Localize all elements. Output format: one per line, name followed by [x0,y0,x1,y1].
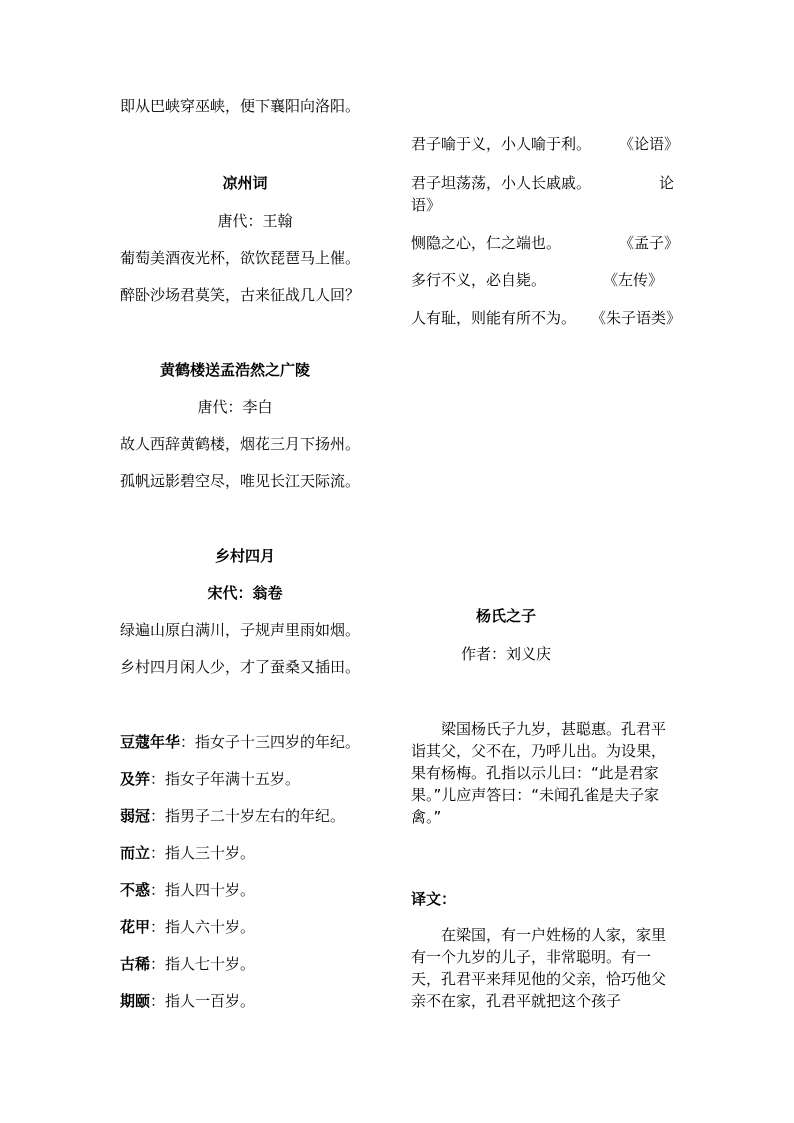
age-term-row [120,991,255,1011]
quote-row [411,233,679,253]
age-term: 期颐 [120,992,151,1010]
age-def: ：指人三十岁。 [150,844,256,862]
age-term: 豆蔻年华 [120,733,181,751]
quote-source: 《孟子》 [618,234,679,252]
quote-source: 《论语》 [618,135,679,153]
quote-row [411,173,674,193]
age-def: ：指人四十岁。 [150,881,256,899]
quote-text: 恻隐之心，仁之端也。 [411,234,562,252]
age-def: ：指人六十岁。 [150,918,256,936]
age-term: 古稀 [120,955,151,973]
poem-line: 醉卧沙场君莫笑，古来征战几人回？ [120,286,361,304]
age-def: ：指人一百岁。 [150,992,256,1010]
age-term: 而立 [120,844,151,862]
age-term: 不惑 [120,881,151,899]
poem-line: 故人西辞黄鹤楼，烟花三月下扬州。 [120,435,361,453]
age-term-row [120,732,360,752]
quote-row [411,270,663,290]
age-term-row [120,954,255,974]
poem-author: 唐代：李白 [197,398,273,416]
age-term: 花甲 [120,918,151,936]
poem-line: 孤帆远影碧空尽，唯见长江天际流。 [120,472,361,490]
age-def: ：指女子年满十五岁。 [150,770,301,788]
quote-row [411,308,681,328]
translation-label: 译文： [411,890,457,908]
poem-line: 乡村四月闲人少，才了蚕桑又插田。 [120,658,361,676]
quote-source-cont: 语》 [411,196,442,214]
age-term: 弱冠 [120,807,151,825]
poem-line: 绿遍山原白满川，子规声里雨如烟。 [120,621,361,639]
quote-text: 君子喻于义，小人喻于利。 [411,135,592,153]
quote-source: 论 [658,174,674,192]
age-def: ：指女子十三四岁的年纪。 [180,733,361,751]
age-term-row [120,843,255,863]
quote-source: 《朱子语类》 [590,309,681,327]
poem-line: 葡萄美酒夜光杯，欲饮琵琶马上催。 [120,249,361,267]
age-term: 及笄 [120,770,151,788]
age-def: ：指男子二十岁左右的年纪。 [150,807,346,825]
age-term-row [120,880,255,900]
poem-title-liangzhouci: 凉州词 [222,174,268,192]
story-text: 梁国杨氏子九岁，甚聪惠。孔君平诣其父，父不在，乃呼儿出。为设果，果有杨梅。孔指以示儿曰：“此是君家果。”儿应声答曰：“未闻孔雀是夫子家禽。” [411,720,667,826]
story-title: 杨氏之子 [475,607,536,625]
quote-text: 君子坦荡荡，小人长戚戚。 [411,174,592,192]
age-def: ：指人七十岁。 [150,955,256,973]
poem-title-xiangcunsiyue: 乡村四月 [214,547,275,565]
poem-title-huanghelou: 黄鹤楼送孟浩然之广陵 [159,361,310,379]
age-term-row [120,769,300,789]
poem-author: 宋代：翁卷 [207,584,283,602]
age-term-row [120,806,345,826]
translation-text: 在梁国，有一户姓杨的人家，家里有一个九岁的儿子，非常聪明。有一天，孔君平来拜见他的父亲，恰巧他父亲不在家，孔君平就把这个孩子 [411,926,667,1010]
quote-source: 《左传》 [602,271,663,289]
quote-row [411,134,679,154]
poem-last-line: 即从巴峡穿巫峡，便下襄阳向洛阳。 [120,97,361,115]
quote-text: 人有耻，则能有所不为。 [411,309,577,327]
age-term-row [120,917,255,937]
poem-author: 唐代：王翰 [217,212,293,230]
story-author: 作者：刘义庆 [460,645,551,663]
quote-text: 多行不义，必自毙。 [411,271,547,289]
